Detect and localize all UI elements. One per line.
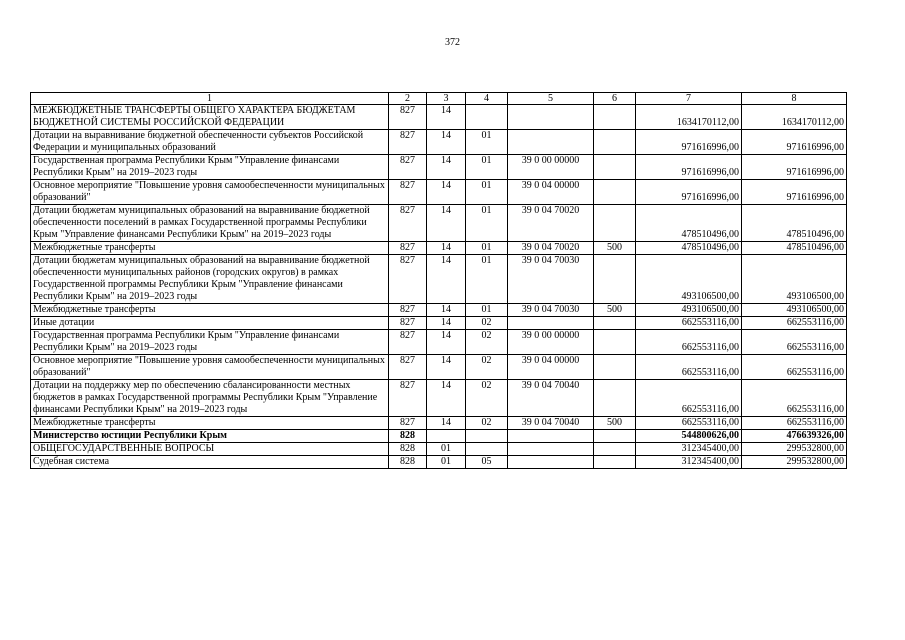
subsection-code: 02 (466, 380, 508, 417)
table-row (31, 317, 847, 330)
expense-type-code (594, 105, 636, 130)
subsection-code: 05 (466, 456, 508, 469)
amount-2021: 971616996,00 (742, 180, 847, 205)
table-row (31, 417, 847, 430)
table-row (31, 242, 847, 255)
amount-2020: 1634170112,00 (636, 105, 742, 130)
ministry-code: 827 (389, 304, 427, 317)
expense-type-code (594, 443, 636, 456)
amount-2020: 478510496,00 (636, 242, 742, 255)
amount-2021: 662553116,00 (742, 417, 847, 430)
row-name: Основное мероприятие "Повышение уровня самообеспеченности муниципальных образований" (31, 355, 389, 380)
table-row (31, 155, 847, 180)
table-row (31, 456, 847, 469)
expense-type-code (594, 205, 636, 242)
amount-2021: 478510496,00 (742, 242, 847, 255)
row-name: Межбюджетные трансферты (31, 242, 389, 255)
expense-type-code (594, 255, 636, 304)
amount-2021: 299532800,00 (742, 456, 847, 469)
column-number: 5 (508, 93, 594, 105)
amount-2021: 662553116,00 (742, 355, 847, 380)
table-row (31, 355, 847, 380)
amount-2021: 493106500,00 (742, 255, 847, 304)
amount-2020: 662553116,00 (636, 317, 742, 330)
target-item-code: 39 0 04 70040 (508, 417, 594, 430)
table-row (31, 205, 847, 242)
ministry-code: 827 (389, 355, 427, 380)
table-row (31, 430, 847, 443)
row-name: Основное мероприятие "Повышение уровня самообеспеченности муниципальных образований" (31, 180, 389, 205)
page-number: 372 (445, 37, 460, 48)
row-name: Дотации бюджетам муниципальных образований на выравнивание бюджетной обеспеченности поселений в рамках Государственной программы Республики Крым "Управление финансами Республики Крым" на 2019–2023 годы (31, 205, 389, 242)
amount-2021: 662553116,00 (742, 317, 847, 330)
table-row (31, 130, 847, 155)
expense-type-code (594, 380, 636, 417)
row-name: Министерство юстиции Республики Крым (31, 430, 389, 443)
ministry-code: 827 (389, 242, 427, 255)
expense-type-code (594, 180, 636, 205)
expense-type-code: 500 (594, 417, 636, 430)
ministry-code: 827 (389, 155, 427, 180)
expense-type-code (594, 456, 636, 469)
column-number: 7 (636, 93, 742, 105)
column-number: 2 (389, 93, 427, 105)
subsection-code (466, 105, 508, 130)
subsection-code: 01 (466, 180, 508, 205)
expense-type-code (594, 317, 636, 330)
amount-2020: 312345400,00 (636, 443, 742, 456)
amount-2020: 662553116,00 (636, 417, 742, 430)
ministry-code: 827 (389, 330, 427, 355)
target-item-code: 39 0 04 00000 (508, 180, 594, 205)
target-item-code (508, 130, 594, 155)
table-row (31, 330, 847, 355)
column-number: 8 (742, 93, 847, 105)
subsection-code: 01 (466, 130, 508, 155)
target-item-code: 39 0 00 00000 (508, 155, 594, 180)
amount-2021: 971616996,00 (742, 155, 847, 180)
table-row (31, 443, 847, 456)
section-code: 14 (427, 380, 466, 417)
subsection-code: 01 (466, 242, 508, 255)
section-code: 01 (427, 443, 466, 456)
row-name: Судебная система (31, 456, 389, 469)
budget-table (30, 92, 847, 469)
expense-type-code (594, 155, 636, 180)
column-number: 6 (594, 93, 636, 105)
amount-2020: 493106500,00 (636, 255, 742, 304)
row-name: Межбюджетные трансферты (31, 417, 389, 430)
expense-type-code: 500 (594, 304, 636, 317)
row-name: Дотации на выравнивание бюджетной обеспеченности субъектов Российской Федерации и муниципальных образований (31, 130, 389, 155)
section-code: 14 (427, 355, 466, 380)
target-item-code (508, 317, 594, 330)
subsection-code (466, 430, 508, 443)
subsection-code (466, 443, 508, 456)
subsection-code: 01 (466, 205, 508, 242)
amount-2021: 476639326,00 (742, 430, 847, 443)
target-item-code: 39 0 04 00000 (508, 355, 594, 380)
amount-2021: 971616996,00 (742, 130, 847, 155)
subsection-code: 01 (466, 304, 508, 317)
section-code: 14 (427, 317, 466, 330)
subsection-code: 02 (466, 417, 508, 430)
table-row (31, 180, 847, 205)
amount-2021: 662553116,00 (742, 380, 847, 417)
ministry-code: 827 (389, 380, 427, 417)
section-code: 14 (427, 330, 466, 355)
amount-2020: 662553116,00 (636, 330, 742, 355)
section-code: 14 (427, 105, 466, 130)
column-number: 4 (466, 93, 508, 105)
ministry-code: 827 (389, 205, 427, 242)
target-item-code (508, 443, 594, 456)
ministry-code: 827 (389, 130, 427, 155)
target-item-code: 39 0 04 70040 (508, 380, 594, 417)
ministry-code: 827 (389, 255, 427, 304)
table-row (31, 255, 847, 304)
subsection-code: 01 (466, 255, 508, 304)
ministry-code: 828 (389, 430, 427, 443)
section-code: 14 (427, 242, 466, 255)
target-item-code: 39 0 04 70030 (508, 304, 594, 317)
ministry-code: 827 (389, 105, 427, 130)
amount-2021: 493106500,00 (742, 304, 847, 317)
amount-2020: 544800626,00 (636, 430, 742, 443)
section-code: 14 (427, 130, 466, 155)
section-code: 14 (427, 155, 466, 180)
amount-2020: 971616996,00 (636, 155, 742, 180)
amount-2020: 662553116,00 (636, 380, 742, 417)
ministry-code: 827 (389, 417, 427, 430)
expense-type-code: 500 (594, 242, 636, 255)
column-number: 3 (427, 93, 466, 105)
row-name: Государственная программа Республики Крым "Управление финансами Республики Крым" на 2019–2023 годы (31, 155, 389, 180)
row-name: Иные дотации (31, 317, 389, 330)
ministry-code: 827 (389, 317, 427, 330)
amount-2021: 299532800,00 (742, 443, 847, 456)
section-code: 14 (427, 180, 466, 205)
amount-2020: 478510496,00 (636, 205, 742, 242)
target-item-code: 39 0 00 00000 (508, 330, 594, 355)
amount-2020: 971616996,00 (636, 180, 742, 205)
row-name: ОБЩЕГОСУДАРСТВЕННЫЕ ВОПРОСЫ (31, 443, 389, 456)
expense-type-code (594, 130, 636, 155)
amount-2020: 493106500,00 (636, 304, 742, 317)
subsection-code: 01 (466, 155, 508, 180)
ministry-code: 827 (389, 180, 427, 205)
table-row (31, 304, 847, 317)
row-name: Дотации на поддержку мер по обеспечению сбалансированности местных бюджетов в рамках Государственной программы Республики Крым "Управление финансами Республики Крым" на 2019–2023 годы (31, 380, 389, 417)
column-number: 1 (31, 93, 389, 105)
table-row (31, 105, 847, 130)
amount-2021: 478510496,00 (742, 205, 847, 242)
section-code: 14 (427, 205, 466, 242)
amount-2020: 312345400,00 (636, 456, 742, 469)
expense-type-code (594, 430, 636, 443)
amount-2020: 662553116,00 (636, 355, 742, 380)
section-code: 14 (427, 255, 466, 304)
target-item-code: 39 0 04 70020 (508, 205, 594, 242)
column-number-row (31, 93, 847, 105)
section-code (427, 430, 466, 443)
row-name: Межбюджетные трансферты (31, 304, 389, 317)
row-name: МЕЖБЮДЖЕТНЫЕ ТРАНСФЕРТЫ ОБЩЕГО ХАРАКТЕРА БЮДЖЕТАМ БЮДЖЕТНОЙ СИСТЕМЫ РОССИЙСКОЙ ФЕДЕРАЦИИ (31, 105, 389, 130)
expense-type-code (594, 330, 636, 355)
target-item-code: 39 0 04 70020 (508, 242, 594, 255)
table-row (31, 380, 847, 417)
amount-2021: 662553116,00 (742, 330, 847, 355)
expense-type-code (594, 355, 636, 380)
section-code: 14 (427, 417, 466, 430)
row-name: Государственная программа Республики Крым "Управление финансами Республики Крым" на 2019–2023 годы (31, 330, 389, 355)
amount-2021: 1634170112,00 (742, 105, 847, 130)
row-name: Дотации бюджетам муниципальных образований на выравнивание бюджетной обеспеченности муниципальных районов (городских округов) в рамках Государственной программы Республики Крым "Управление финансами Республики Крым" на 2019–2023 годы (31, 255, 389, 304)
subsection-code: 02 (466, 330, 508, 355)
target-item-code (508, 430, 594, 443)
ministry-code: 828 (389, 456, 427, 469)
subsection-code: 02 (466, 355, 508, 380)
amount-2020: 971616996,00 (636, 130, 742, 155)
target-item-code (508, 105, 594, 130)
target-item-code: 39 0 04 70030 (508, 255, 594, 304)
section-code: 14 (427, 304, 466, 317)
ministry-code: 828 (389, 443, 427, 456)
section-code: 01 (427, 456, 466, 469)
target-item-code (508, 456, 594, 469)
subsection-code: 02 (466, 317, 508, 330)
